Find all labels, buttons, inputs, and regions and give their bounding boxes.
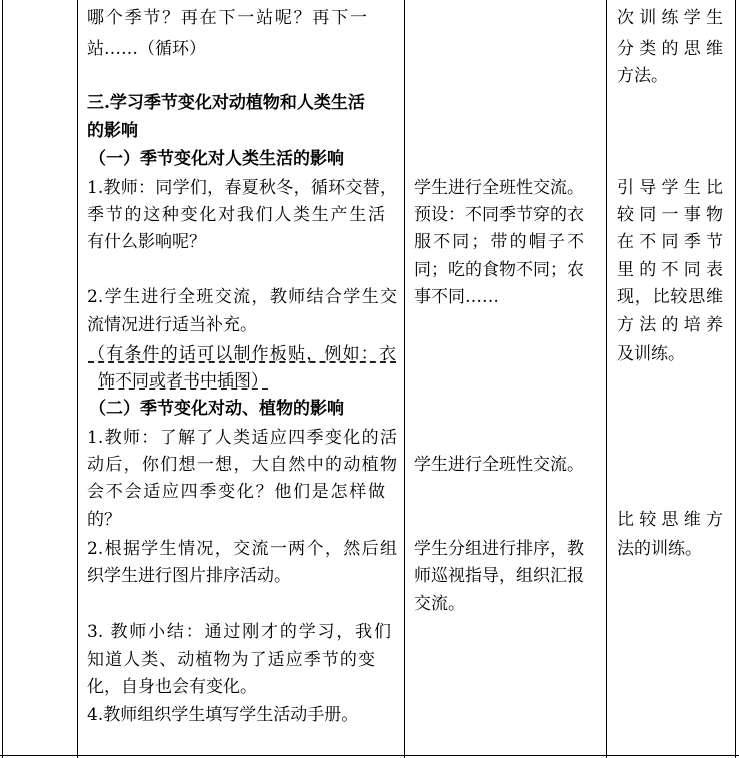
note-line: 饰不同或者书中插图） <box>98 371 268 391</box>
text-line: 里的不同表 <box>617 260 723 280</box>
text-line: 分类的思维 <box>617 39 723 59</box>
table-column-divider-3 <box>606 0 607 758</box>
table-border-left <box>2 0 3 758</box>
text-line: 及训练。 <box>617 344 685 364</box>
text-line: 同；吃的食物不同；农 <box>414 260 584 280</box>
text-line: 2.学生进行全班交流，教师结合学生交 <box>87 287 397 307</box>
text-line: 1.教师：了解了人类适应四季变化的活 <box>87 428 397 448</box>
text-line: 比较思维方 <box>617 510 723 530</box>
text-line: 预设：不同季节穿的衣 <box>414 205 584 225</box>
table-border-bottom <box>0 755 739 756</box>
text-line: 4.教师组织学生填写学生活动手册。 <box>87 705 359 725</box>
text-line: 会不会适应四季变化？他们是怎样做 <box>87 482 385 502</box>
text-line: 的？ <box>87 510 121 530</box>
text-line: 流情况进行适当补充。 <box>87 315 257 335</box>
text-line: 学生分组进行排序，教 <box>414 539 584 559</box>
text-line: 交流。 <box>414 594 465 614</box>
text-line: 师巡视指导，组织汇报 <box>414 566 584 586</box>
section-heading-cont: 的影响 <box>87 121 138 141</box>
text-line: 引导学生比 <box>617 178 723 198</box>
text-line: 哪个季节？再在下一站呢？再下一 <box>87 8 367 28</box>
text-line: 事不同…… <box>414 287 499 307</box>
table-column-divider-1 <box>77 0 78 758</box>
text-line: 有什么影响呢？ <box>87 232 206 252</box>
text-line: 3. 教师小结：通过刚才的学习，我们 <box>87 622 391 642</box>
text-line: 方法。 <box>617 66 668 86</box>
text-line: 站……（循环） <box>87 39 206 59</box>
subsection-heading: （一）季节变化对人类生活的影响 <box>89 149 344 169</box>
text-line: 法的训练。 <box>617 539 702 559</box>
text-line: 方法的培养 <box>617 315 723 335</box>
text-line: 学生进行全班性交流。 <box>414 455 584 475</box>
text-line: 化，自身也会有变化。 <box>87 677 257 697</box>
text-line: 现，比较思维 <box>617 287 723 307</box>
text-line: 次训练学生 <box>617 8 723 28</box>
table-border-right <box>735 0 736 758</box>
text-line: 织学生进行图片排序活动。 <box>87 566 291 586</box>
text-line: 知道人类、动植物为了适应季节的变 <box>87 650 375 670</box>
subsection-heading: （二）季节变化对动、植物的影响 <box>89 399 344 419</box>
text-line: 季节的这种变化对我们人类生产生活 <box>87 205 385 225</box>
table-column-divider-2 <box>404 0 405 758</box>
text-line: 服不同；带的帽子不 <box>414 232 584 252</box>
text-line: 学生进行全班性交流。 <box>414 178 584 198</box>
section-heading: 三.学习季节变化对动植物和人类生活 <box>87 93 365 113</box>
text-line: 在不同季节 <box>617 232 723 252</box>
note-line: （有条件的话可以制作板贴，例如：衣 <box>88 344 396 364</box>
text-line: 1.教师：同学们，春夏秋冬，循环交替， <box>87 178 397 198</box>
text-line: 2.根据学生情况，交流一两个，然后组 <box>87 539 397 559</box>
text-line: 较同一事物 <box>617 205 723 225</box>
text-line: 动后，你们想一想，大自然中的动植物 <box>87 455 397 475</box>
